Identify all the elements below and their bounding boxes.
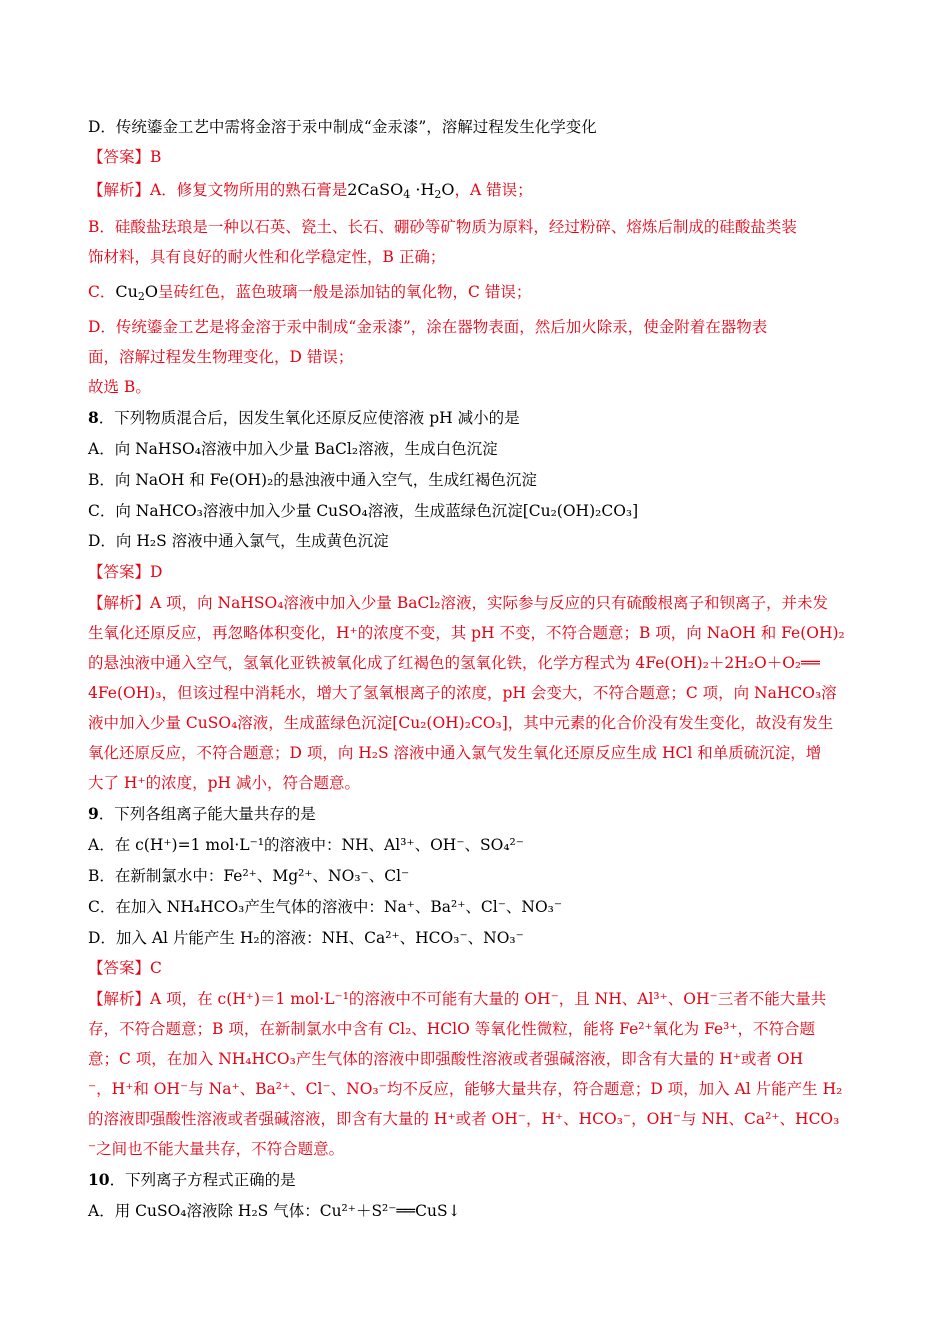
q9-analysis-5: 的溶液即强酸性溶液或者强碱溶液，即含有大量的 H⁺或者 OH⁻，H⁺、HCO₃⁻，OH⁻与 NH、Ca²⁺、HCO₃ bbox=[88, 1110, 840, 1128]
q9-analysis-1: 【解析】A 项，在 c(H⁺)＝1 mol·L⁻¹的溶液中不可能有大量的 OH⁻，且 NH、Al³⁺、OH⁻三者不能大量共 bbox=[88, 990, 827, 1008]
q9-answer: 【答案】C bbox=[88, 959, 162, 977]
q9-analysis-6: ⁻之间也不能大量共存，不符合题意。 bbox=[88, 1140, 345, 1158]
q7-analysis-b-1: B．硅酸盐珐琅是一种以石英、瓷土、长石、硼砂等矿物质为原料，经过粉碎、熔炼后制成的硅酸盐类装 bbox=[88, 218, 797, 236]
q8-stem: 8．下列物质混合后，因发生氧化还原反应使溶液 pH 减小的是 bbox=[88, 408, 520, 427]
q9-option-d: D．加入 Al 片能产生 H₂的溶液：NH、Ca²⁺、HCO₃⁻、NO₃⁻ bbox=[88, 929, 524, 947]
analysis-a-text: A．修复文物所用的熟石膏是 bbox=[150, 181, 348, 199]
q9-analysis-3: 意；C 项，在加入 NH₄HCO₃产生气体的溶液中即强酸性溶液或者强碱溶液，即含有大量的 H⁺或者 OH bbox=[88, 1050, 804, 1068]
q9-stem: 9．下列各组离子能大量共存的是 bbox=[88, 804, 316, 823]
q9-option-c: C．在加入 NH₄HCO₃产生气体的溶液中：Na⁺、Ba²⁺、Cl⁻、NO₃⁻ bbox=[88, 898, 563, 916]
q8-option-a: A．向 NaHSO₄溶液中加入少量 BaCl₂溶液，生成白色沉淀 bbox=[88, 440, 498, 458]
q8-option-c: C．向 NaHCO₃溶液中加入少量 CuSO₄溶液，生成蓝绿色沉淀[Cu₂(OH)₂CO₃] bbox=[88, 502, 639, 520]
q7-answer: 【答案】B bbox=[88, 148, 162, 166]
q8-answer: 【答案】D bbox=[88, 563, 163, 581]
q8-analysis-1: 【解析】A 项，向 NaHSO₄溶液中加入少量 BaCl₂溶液，实际参与反应的只有硫酸根离子和钡离子，并未发 bbox=[88, 594, 828, 612]
q10-option-a: A．用 CuSO₄溶液除 H₂S 气体：Cu²⁺＋S²⁻══CuS↓ bbox=[88, 1202, 461, 1220]
q7-analysis-d-2: 面，溶解过程发生物理变化，D 错误； bbox=[88, 348, 354, 366]
q9-option-a: A．在 c(H⁺)=1 mol·L⁻¹的溶液中：NH、Al³⁺、OH⁻、SO₄²⁻ bbox=[88, 836, 524, 854]
q7-analysis-d-1: D．传统鎏金工艺是将金溶于汞中制成“金汞漆”，涂在器物表面，然后加火除汞，使金附着在器物表 bbox=[88, 318, 768, 336]
formula-cu2o: Cu2O bbox=[115, 282, 159, 303]
q7-conclusion: 故选 B。 bbox=[88, 378, 151, 396]
q8-option-d: D．向 H₂S 溶液中通入氯气，生成黄色沉淀 bbox=[88, 532, 389, 550]
formula-caso4: 2CaSO4 ·H2O bbox=[347, 180, 455, 201]
q7-analysis-a bbox=[88, 180, 868, 205]
q8-analysis-7: 大了 H⁺的浓度，pH 减小，符合题意。 bbox=[88, 774, 360, 792]
q7-analysis-c: C．Cu2O呈砖红色，蓝色玻璃一般是添加钴的氧化物，C 错误； bbox=[88, 282, 532, 303]
q9-analysis-4: ⁻，H⁺和 OH⁻与 Na⁺、Ba²⁺、Cl⁻、NO₃⁻均不反应，能够大量共存，符合题意；D 项，加入 Al 片能产生 H₂ bbox=[88, 1080, 843, 1098]
q9-option-b: B．在新制氯水中：Fe²⁺、Mg²⁺、NO₃⁻、Cl⁻ bbox=[88, 867, 410, 885]
analysis-a-post: ，A 错误； bbox=[454, 181, 533, 199]
q8-analysis-4: 4Fe(OH)₃，但该过程中消耗水，增大了氢氧根离子的浓度，pH 会变大，不符合题意；C 项，向 NaHCO₃溶 bbox=[88, 684, 837, 702]
q8-analysis-3: 的悬浊液中通入空气，氢氧化亚铁被氧化成了红褐色的氢氧化铁，化学方程式为 4Fe(OH)₂＋2H₂O＋O₂══ bbox=[88, 654, 820, 672]
q8-analysis-2: 生氧化还原反应，再忽略体积变化，H⁺的浓度不变，其 pH 不变，不符合题意；B 项，向 NaOH 和 Fe(OH)₂ bbox=[88, 624, 845, 642]
q8-analysis-6: 氧化还原反应，不符合题意；D 项，向 H₂S 溶液中通入氯气发生氧化还原反应生成 HCl 和单质硫沉淀，增 bbox=[88, 744, 822, 762]
q8-analysis-5: 液中加入少量 CuSO₄溶液，生成蓝绿色沉淀[Cu₂(OH)₂CO₃]，其中元素的化合价没有发生变化，故没有发生 bbox=[88, 714, 834, 732]
q10-stem: 10．下列离子方程式正确的是 bbox=[88, 1170, 296, 1189]
q9-analysis-2: 存，不符合题意；B 项，在新制氯水中含有 Cl₂、HClO 等氧化性微粒，能将 Fe²⁺氧化为 Fe³⁺，不符合题 bbox=[88, 1020, 816, 1038]
analysis-tag: 【解析】 bbox=[88, 181, 151, 199]
q8-option-b: B．向 NaOH 和 Fe(OH)₂的悬浊液中通入空气，生成红褐色沉淀 bbox=[88, 471, 537, 489]
q7-option-d: D．传统鎏金工艺中需将金溶于汞中制成“金汞漆”，溶解过程发生化学变化 bbox=[88, 118, 597, 136]
q7-analysis-b-2: 饰材料，具有良好的耐火性和化学稳定性，B 正确； bbox=[88, 248, 446, 266]
